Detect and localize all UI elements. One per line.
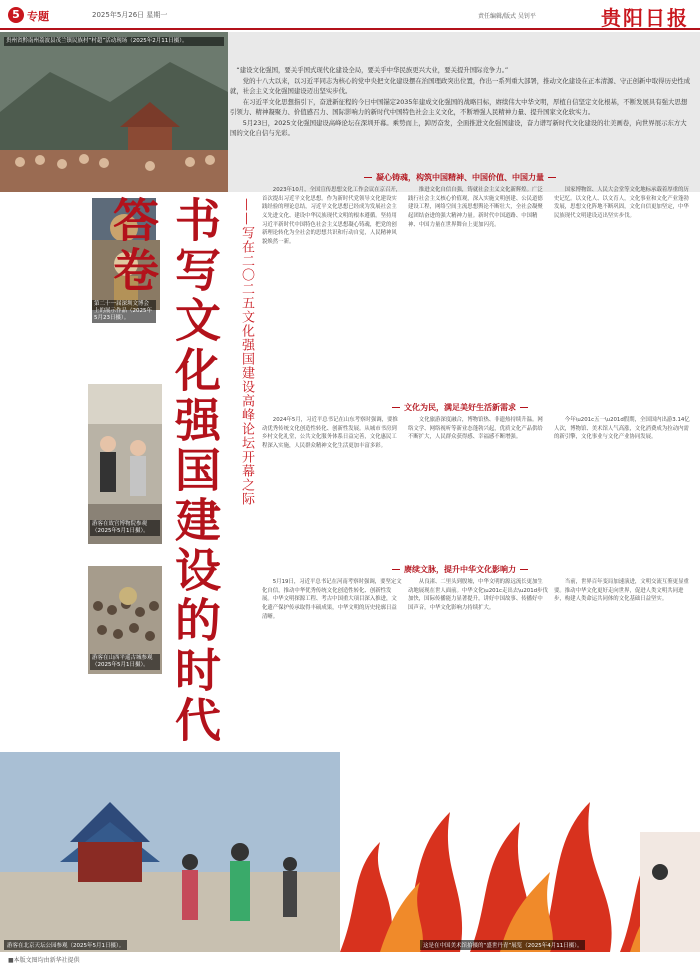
photo-caption: 游客在北京天坛公园参观（2025年5月1日摄）。 xyxy=(4,940,127,950)
main-headline: 书写文化强国建设的时代答卷 xyxy=(106,196,222,746)
section-title: 文化为民，满足美好生活新需求 xyxy=(330,402,590,413)
article-column: 今年\u201c五一\u201d假期，全国国内出游3.14亿人次，博物馆、美术馆人气高涨，文化消费成为拉动内需的新引擎，文化事业与文化产业协同发展。 xyxy=(554,417,690,441)
sub-headline: ——写在二〇二五文化强国建设高峰论坛开幕之际 xyxy=(239,198,254,506)
photo-caption: 第二十一届深圳文博会上的展示作品（2025年5月23日摄）。 xyxy=(92,300,156,323)
intro-text xyxy=(230,66,692,139)
photo-palace-museum xyxy=(88,384,162,544)
page-header xyxy=(0,0,700,30)
intro-paragraph: 在习近平文化思想指引下，奋进新征程的今日中国锚定2035年建成文化强国的战略目标，赓续伟大中华文明，厚植自信坚定文化根基，不断发展具有强大思想引领力、精神凝聚力、价值感召力、国际影响力的新时代中国特色社会主义文化，不断增强人民精神力量、提升国家文化软实力。 xyxy=(230,97,688,116)
article-column: 2024年5月，习近平总书记在山东考察时强调，要推动优秀传统文化创造性转化、创新性发展。从城市书房到乡村文化礼堂，公共文化服务体系日益完善，文化惠民工程深入实施，人民群众精神文化生活更加丰富多彩。 xyxy=(262,417,398,449)
footer-note: ■本版文图均由新华社提供 xyxy=(8,957,80,964)
article-column: 推进文化自信自强，铸就社会主义文化新辉煌。广泛践行社会主义核心价值观，深入实施文明创建、公民道德建设工程，网络空间主流思想舆论不断壮大，全社会凝聚起团结奋进的强大精神力量。新时代中国道路、中国精神、中国力量在世界舞台上更加闪亮。 xyxy=(408,187,543,228)
article-column: 国家博物馆、人民大会堂等文化地标承载着厚重的历史记忆。以文化人、以文育人，文化事业和文化产业蓬勃发展，思想文化阵地不断巩固，文化自信更加坚定，中华民族现代文明建设迈出坚实步伐。 xyxy=(554,187,689,219)
article-column: 5月19日，习近平总书记在河南考察时强调，要坚定文化自信，推动中华优秀传统文化创造性转化、创新性发展。中华文明探源工程、考古中国重大项目深入推进，文化遗产保护传承取得丰硕成果，中华文明的历史轮廓日益清晰。 xyxy=(262,579,402,620)
article-column: 当前，世界百年变局加速演进，文明交流互鉴更显重要。推动中华文化更好走向世界，促进人类文明共同进步，构建人类命运共同体的文化基础日益坚实。 xyxy=(554,579,689,603)
section-title: 赓续文脉，提升中华文化影响力 xyxy=(330,564,590,575)
intro-paragraph: 党的十八大以来，以习近平同志为核心的党中央把文化建设摆在治国理政突出位置，作出一系列重大部署，推动文化建设在正本清源、守正创新中取得历史性成就，社会主义文化强国建设迈出坚实步伐。 xyxy=(230,76,691,95)
article-column: 文化旅游深度融合，博物馆热、非遗热持续升温。网络文学、网络视听等新业态蓬勃兴起，优质文化产品供给不断扩大，人民群众获得感、幸福感不断增强。 xyxy=(408,417,543,441)
photo-caption: 贵州省黔南州荔波县茂兰镇民族村“村超”活动现场（2025年2月11日摄）。 xyxy=(4,37,224,46)
intro-lead: “建设文化强国，要关乎国式现代化建设全局，要关乎中华民族更兴大业，要关提升国际竞争力。” xyxy=(236,66,509,74)
article-column: 2023年10月，全国宣传思想文化工作会议在京召开，首次提出习近平文化思想。作为新时代党领导文化建设实践经验的理论总结，习近平文化思想已经成为发展社会主义先进文化、建设中华民族现代文明的根本遵循。坚持用习近平新时代中国特色社会主义思想凝心铸魂，把党的创新理论转化为全社会的思想共识和行动自觉，人民精神风貌焕然一新。 xyxy=(262,187,402,245)
issue-date: 2025年5月26日 星期一 xyxy=(92,11,168,19)
article-column: 从良渚、二里头到殷墟，中华文明的源远流长更加生动地展现在世人面前。中华文化\u201c走出去\u201d步伐加快，国际传播能力显著提升，讲好中国故事、传播好中国声音，中华文化影响力持续扩大。 xyxy=(408,579,548,611)
intro-paragraph: 5月23日，2025文化强国建设高峰论坛在深圳开幕。乘势而上，踔厉奋发，全面推进文化强国建设，奋力谱写新时代文化建设的壮美画卷，向世界展示东方大国的文化自信与光彩。 xyxy=(230,118,687,137)
section-label: 专题 xyxy=(27,10,49,23)
editors-credit: 责任编辑/版式 吴钊平 xyxy=(478,13,536,20)
page-number-badge: 5 xyxy=(8,7,24,23)
photo-art-exhibition xyxy=(340,752,700,952)
newspaper-masthead: 贵阳日报 xyxy=(601,6,689,30)
photo-temple-of-heaven xyxy=(0,752,340,952)
photo-caption: 游客在山西平遥古城参观（2025年5月1日摄）。 xyxy=(90,654,160,670)
photo-caption: 游客在故宫博物院参观（2025年5月1日摄）。 xyxy=(90,520,160,536)
section-title: 凝心铸魂，构筑中国精神、中国价值、中国力量 xyxy=(330,172,590,183)
photo-pingyao xyxy=(88,566,162,674)
photo-caption: 这是在中国美术馆拍摄的“盛世丹青”展览（2025年4月11日摄）。 xyxy=(420,940,585,950)
